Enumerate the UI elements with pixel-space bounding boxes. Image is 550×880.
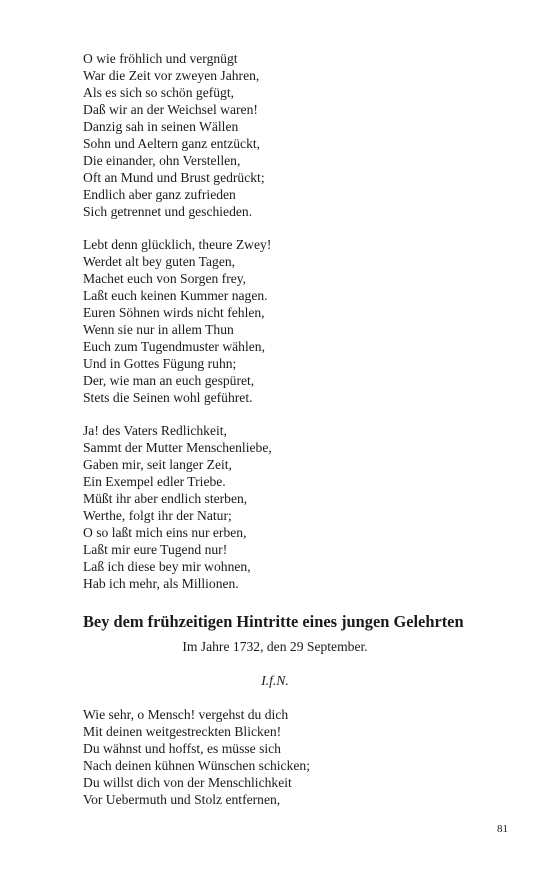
- verse-line: Stets die Seinen wohl geführet.: [83, 390, 253, 405]
- verse-line: Machet euch von Sorgen frey,: [83, 271, 247, 286]
- verse-line: O wie fröhlich und vergnügt: [83, 51, 238, 66]
- verse-line: Laßt mir eure Tugend nur!: [83, 542, 228, 557]
- verse-line: Wie sehr, o Mensch! vergehst du dich: [83, 707, 289, 722]
- verse-line: Ein Exempel edler Triebe.: [83, 474, 226, 489]
- verse-line: Du wähnst und hoffst, es müsse sich: [83, 741, 281, 756]
- poem-stanza-2: [83, 236, 523, 406]
- verse-line: Wenn sie nur in allem Thun: [83, 322, 234, 337]
- verse-line: Hab ich mehr, als Millionen.: [83, 576, 239, 591]
- verse-line: Laß ich diese bey mir wohnen,: [83, 559, 251, 574]
- verse-line: Müßt ihr aber endlich sterben,: [83, 491, 248, 506]
- verse-line: War die Zeit vor zweyen Jahren,: [83, 68, 260, 83]
- verse-line: Vor Uebermuth und Stolz entfernen,: [83, 792, 281, 807]
- verse-line: Euren Söhnen wirds nicht fehlen,: [83, 305, 265, 320]
- verse-line: Ja! des Vaters Redlichkeit,: [83, 423, 227, 438]
- verse-line: Der, wie man an euch gespüret,: [83, 373, 255, 388]
- verse-line: Lebt denn glücklich, theure Zwey!: [83, 237, 272, 252]
- poem-stanza-3: [83, 422, 523, 592]
- verse-line: Laßt euch keinen Kummer nagen.: [83, 288, 268, 303]
- poem-stanza-next: [83, 706, 523, 808]
- poem-initials: I.f.N.: [261, 673, 289, 688]
- verse-line: Und in Gottes Fügung ruhn;: [83, 356, 237, 371]
- verse-line: Die einander, ohn Verstellen,: [83, 153, 241, 168]
- verse-line: Sammt der Mutter Menschenliebe,: [83, 440, 272, 455]
- page-number: 81: [497, 823, 508, 835]
- verse-line: O so laßt mich eins nur erben,: [83, 525, 247, 540]
- verse-line: Daß wir an der Weichsel waren!: [83, 102, 258, 117]
- verse-line: Du willst dich von der Menschlichkeit: [83, 775, 292, 790]
- poem-dateline: Im Jahre 1732, den 29 September.: [182, 639, 368, 654]
- verse-line: Danzig sah in seinen Wällen: [83, 119, 239, 134]
- verse-line: Sich getrennet und geschieden.: [83, 204, 253, 219]
- verse-line: Werthe, folgt ihr der Natur;: [83, 508, 232, 523]
- verse-line: Nach deinen kühnen Wünschen schicken;: [83, 758, 310, 773]
- poem-stanza-1: [83, 50, 523, 220]
- verse-line: Werdet alt bey guten Tagen,: [83, 254, 236, 269]
- poem-title: Bey dem frühzeitigen Hintritte eines jungen Gelehrten: [83, 612, 464, 631]
- verse-line: Sohn und Aeltern ganz entzückt,: [83, 136, 261, 151]
- verse-line: Als es sich so schön gefügt,: [83, 85, 235, 100]
- verse-line: Endlich aber ganz zufrieden: [83, 187, 236, 202]
- verse-line: Mit deinen weitgestreckten Blicken!: [83, 724, 282, 739]
- verse-line: Oft an Mund und Brust gedrückt;: [83, 170, 265, 185]
- verse-line: Gaben mir, seit langer Zeit,: [83, 457, 232, 472]
- verse-line: Euch zum Tugendmuster wählen,: [83, 339, 265, 354]
